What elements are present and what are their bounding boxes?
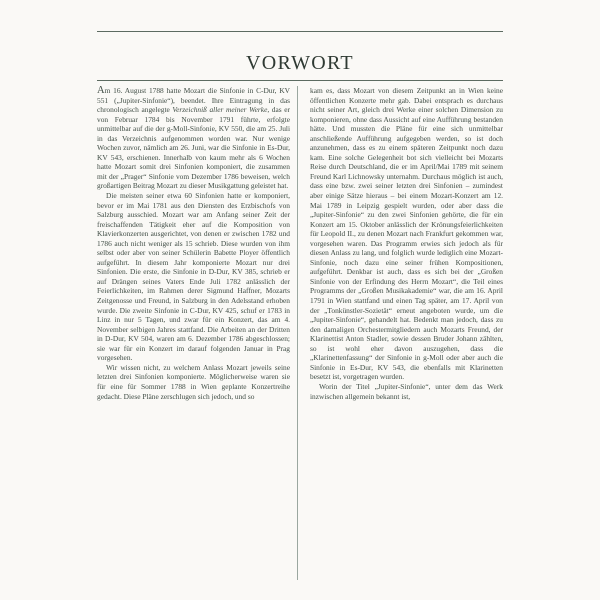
- paragraph-text: m 16. August 1788 hatte Mozart die Sinfonie in C-Dur, KV 551 („Jupiter-Sinfonie“), beendet. Ihre Eintragung in das chronologisch angelegte: [97, 86, 290, 115]
- work-title-italic: Verzeichniß aller meiner Werke: [172, 105, 268, 115]
- drop-cap: A: [97, 85, 105, 96]
- page-title: VORWORT: [246, 52, 354, 75]
- header-rule-bottom: [97, 80, 503, 81]
- paragraph: [97, 86, 290, 191]
- paragraph-text-cont: , das er von Februar 1784 bis November 1791 führte, erfolgte unmittelbar auf die der g-Moll-Sinfonie, KV 550, die am 25. Juli in das Verzeichnis aufgenommen worden war. Nur wenige Wochen zuvor, nämlich am 26. Juni, war die Sinfonie in Es-Dur, KV 543, erschienen. Innerhalb von kaum mehr als 6 Wochen hatte Mozart somit drei Sinfonien komponiert, die zusammen mit der „Prager“ Sinfonie vom Dezember 1786 beweisen, welch großartigen Beitrag Mozart zu dieser Musikgattung geleistet hat.: [97, 105, 291, 191]
- text-columns: [97, 86, 503, 586]
- header-rule-top: [97, 31, 503, 32]
- column-right: [310, 86, 503, 586]
- paragraph: Wir wissen nicht, zu welchem Anlass Mozart jeweils seine letzten drei Sinfonien komponierte. Möglicherweise waren sie für eine für Sommer 1788 in Wien geplante Konzertreihe gedacht. Diese Pläne zerschlugen sich jedoch, und so: [97, 362, 290, 401]
- paragraph: Worin der Titel „Jupiter-Sinfonie“, unter dem das Werk inzwischen allgemein bekannt ist,: [310, 381, 503, 401]
- paragraph: Die meisten seiner etwa 60 Sinfonien hatte er komponiert, bevor er im Mai 1781 aus den Diensten des Erzbischofs von Salzburg ausschied. Mozart war am Anfang seiner Zeit der freischaffenden Tätigkeit eher auf die Komposition von Klavierkonzerten ausgerichtet, von denen er zwischen 1782 und 1786 auch nicht weniger als 15 schrieb. Diese wurden von ihm selbst oder aber von seiner Schülerin Babette Ployer öffentlich aufgeführt. In diesem Jahr komponierte Mozart nur drei Sinfonien. Die erste, die Sinfonie in D-Dur, KV 385, schrieb er auf Drängen seines Vaters Ende Juli 1782 anlässlich der Feierlichkeiten, im Rahmen derer Sigmund Haffner, Mozarts Zeitgenosse und Freund, in Salzburg in den Adelsstand erhoben wurde. Die zweite Sinfonie in C-Dur, KV 425, schuf er 1783 in Linz in nur 5 Tagen, und zwar für ein Konzert, das am 4. November selbigen Jahres stattfand. Die Arbeiten an der Dritten in D-Dur, KV 504, waren am 6. Dezember 1786 abgeschlossen; sie war für ein Konzert im darauf folgenden Januar in Prag vorgesehen.: [97, 191, 290, 363]
- paragraph: kam es, dass Mozart von diesem Zeitpunkt an in Wien keine öffentlichen Konzerte mehr gab. Dabei entsprach es durchaus nicht seiner Art, gleich drei Werke einer solchen Dimension zu komponieren, ohne dass Aussicht auf eine Aufführung bestanden hätte. Und mussten die Pläne für eine sich unmittelbar anschließende Aufführung aufgegeben werden, so ist doch anzunehmen, dass es zu einem späteren Zeitpunkt noch dazu kam. Eine solche Gelegenheit bot sich vielleicht bei Mozarts Reise durch Deutschland, die er im April/Mai 1789 mit seinem Freund Karl Lichnowsky unternahm. Durchaus möglich ist auch, dass eine bzw. zwei seiner letzten drei Sinfonien – zumindest aber einige Sätze hieraus – bei einem Mozart-Konzert am 12. Mai 1789 in Leipzig gespielt wurden, oder aber dass die „Jupiter-Sinfonie“ zu den zwei Sinfonien gehörte, die für ein Konzert am 15. Oktober anlässlich der Krönungsfeierlichkeiten für Leopold II., zu denen Mozart nach Frankfurt gekommen war, vorgesehen waren. Das Programm erwies sich jedoch als für diesen Anlass zu lang, und folglich wurde lediglich eine Mozart-Sinfonie, noch dazu eine seiner frühen Kompositionen, aufgeführt. Denkbar ist auch, dass es sich bei der „Großen Sinfonie von der Erfindung des Herrn Mozart“, die Teil eines Programms der „Großen Musikakademie“ war, die am 16. April 1791 in Wien stattfand und einen Tag später, am 17. April von der „Tonkünstler-Sozietät“ erneut angeboten wurde, um die „Jupiter-Sinfonie“, gehandelt hat. Bedenkt man jedoch, dass zu den damaligen Orchestermitgliedern auch Mozarts Freund, der Klarinettist Anton Stadler, sowie dessen Bruder Johann zählten, so ist wohl eher davon auszugehen, dass die „Klarinettenfassung“ der Sinfonie in g-Moll oder aber auch die Sinfonie in Es-Dur, KV 543, die ebenfalls mit Klarinetten besetzt ist, vorgetragen wurden.: [310, 86, 503, 382]
- column-left: [97, 86, 290, 586]
